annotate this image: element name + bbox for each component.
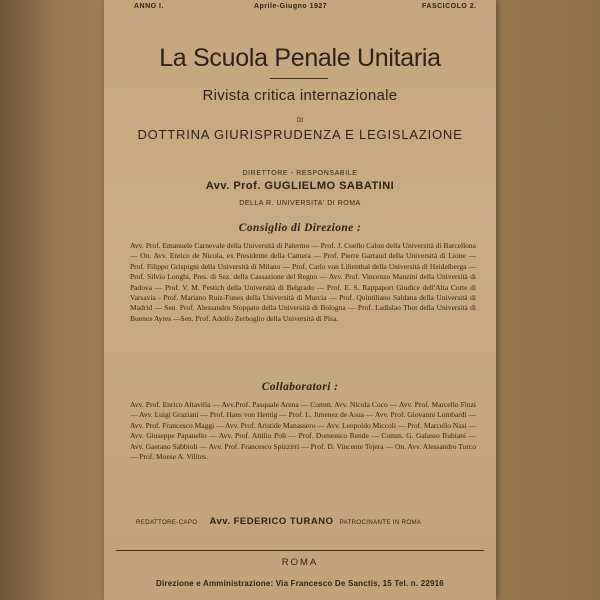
- collaboratori-members: Avv. Prof. Enrico Altavilla — Avv.Prof. Pasquale Arena — Comm. Avv. Nicola Coco — Avv. Prof. Marcello Finzi — Avv. Luigi Graziani — Prof. Hans von Hentig — Prof. L. Jimenez de Asua — Avv. Prof. Giovanni Lombardi — Avv. Prof. Francesco Maggi — Avv. Prof. Aristide Manassero — Avv. Leopoldo Miccoli — Prof. Marcello Nasi — Avv. Giuseppe Papanello — Avv. Prof. Attilio Poli — Prof. Domenico Rende — Comm. G. Galasso Rubiani — Avv. Gaetano Sabbioli — Avv. Prof. Francesco Spizzirri — Prof. D. Vincente Tejera — On. Avv. Alessandro Turco — Prof. Moese A. Vilites.: [130, 400, 476, 462]
- redattore-line: [136, 516, 421, 527]
- redattore-name: Avv. FEDERICO TURANO: [209, 516, 334, 527]
- director-affiliation: DELLA R. UNIVERSITA' DI ROMA: [239, 200, 361, 207]
- journal-cover-page: [104, 0, 496, 600]
- header-anno: ANNO I.: [134, 3, 164, 10]
- collaboratori-heading: Collaboratori :: [261, 381, 339, 393]
- title-divider: [270, 78, 328, 79]
- consiglio-heading: Consiglio di Direzione :: [238, 222, 362, 234]
- footer-city: ROMA: [281, 557, 319, 568]
- journal-subject: DOTTRINA GIURISPRUDENZA E LEGISLAZIONE: [137, 127, 463, 142]
- director-name: Avv. Prof. GUGLIELMO SABATINI: [205, 180, 395, 192]
- consiglio-members: Avv. Prof. Emanuele Carnevale della Università di Palermo — Prof. J. Cuello Calon della Università di Barcellona — On. Avv. Enrico de Nicola, ex Presidente della Camera — Prof. Pierre Garraud della Università di Lione — Prof. Filippo Grispigni della Università di Milano — Prof. Carlo von Lilienthal della Università di Heidelberga — Prof. Silvio Longhi, Pres. di Sez. della Cassazione del Regno — Avv. Prof. Vincenzo Manzini della Università di Padova — Prof. V. M. Pestich della Università di Belgrado — Prof. E. S. Rappaport Giudice dell'Alta Corte di Varsavia - Prof. Mariano Ruiz-Funes della Università di Murcia — Prof. Quintiliano Saldana della Università di Madrid — Sen. Prof. Alessandro Stoppato della Università di Bologna — Prof. Ladislao Thot della Università di Buenos Ayres —Sen. Prof. Adolfo Zerboglio della Università di Pisa.: [130, 241, 476, 323]
- journal-title: La Scuola Penale Unitaria: [159, 44, 441, 72]
- director-label: DIRETTORE - RESPONSABILE: [242, 170, 358, 177]
- subtitle-connector: DI: [297, 118, 303, 124]
- header-dates: Aprile-Giugno 1927: [254, 3, 328, 10]
- footer-address: Direzione e Amministrazione: Via Francesco De Sanctis, 15 Tel. n. 22916: [156, 579, 444, 588]
- journal-subtitle: Rivista critica internazionale: [202, 87, 398, 104]
- header-fascicolo: FASCICOLO 2.: [422, 3, 477, 10]
- redattore-note: PATROCINANTE IN ROMA: [339, 519, 422, 526]
- footer-divider: [116, 550, 484, 551]
- redattore-label: REDATTORE-CAPO: [136, 519, 198, 526]
